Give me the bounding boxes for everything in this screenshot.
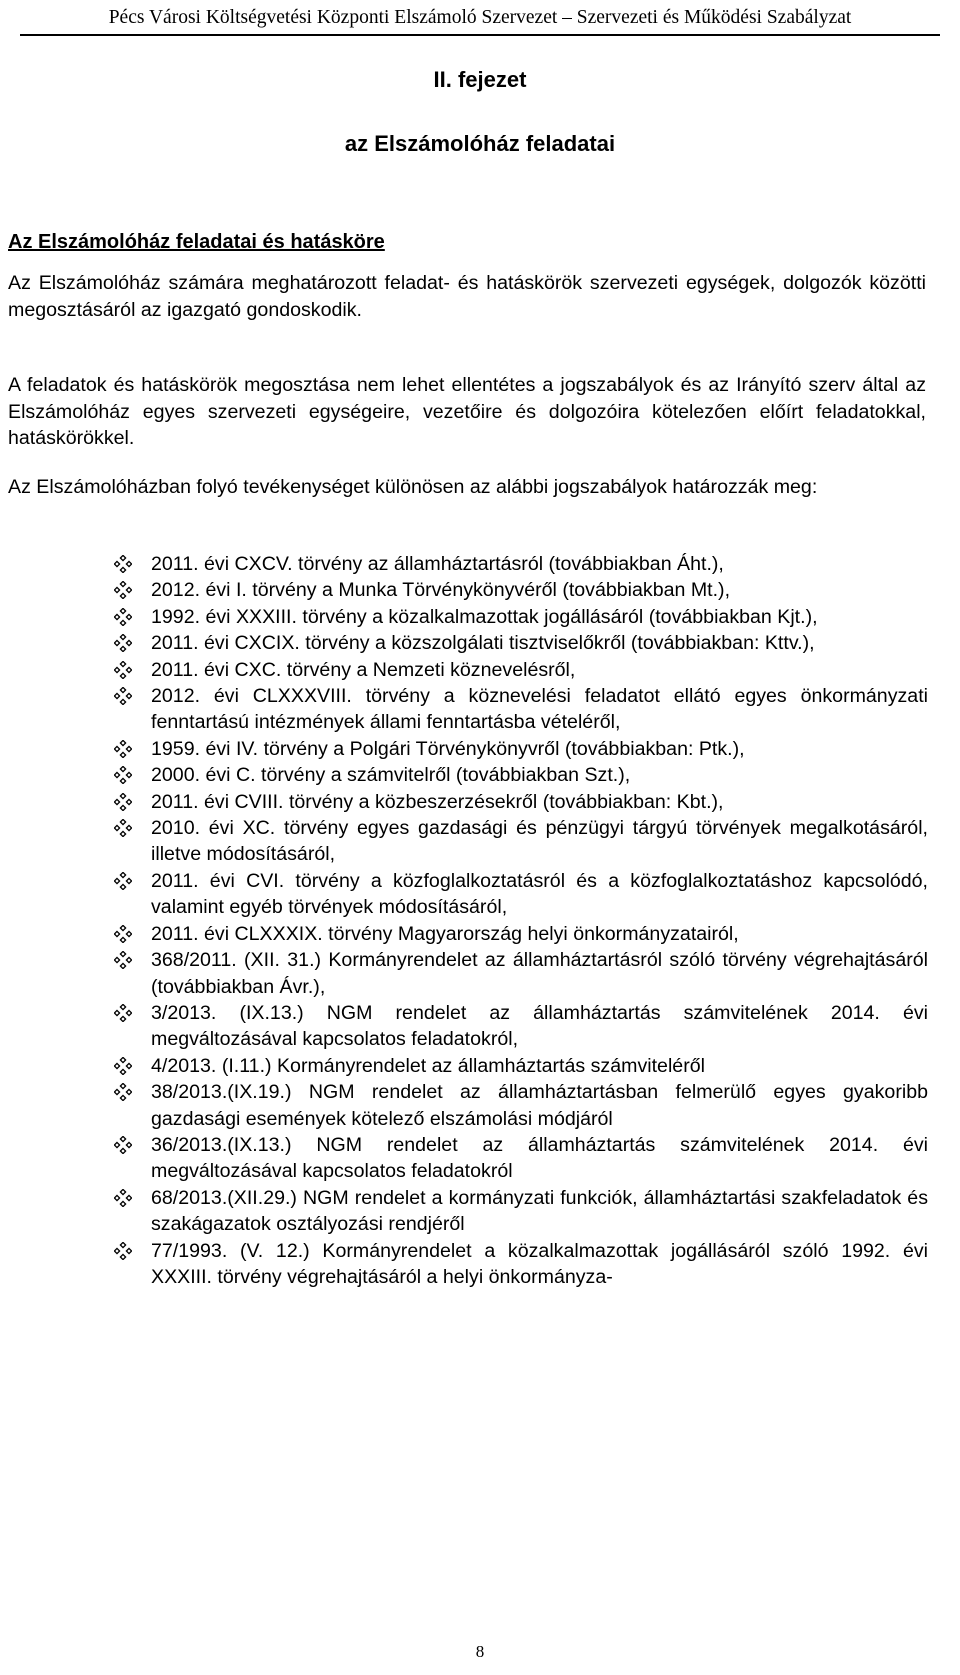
law-text: 2011. évi CXCV. törvény az államháztartásról (továbbiakban Áht.), <box>151 553 724 575</box>
list-item <box>0 1185 928 1238</box>
list-item <box>0 630 928 656</box>
four-diamond-bullet-icon <box>114 1242 132 1260</box>
law-text: 368/2011. (XII. 31.) Kormányrendelet az államháztartásról szóló törvény végrehajtásáról (továbbiakban Ávr.), <box>151 949 928 998</box>
list-item <box>0 1000 928 1053</box>
list-item <box>0 604 928 630</box>
four-diamond-bullet-icon <box>114 555 132 573</box>
law-text: 36/2013.(IX.13.) NGM rendelet az államháztartás számvitelének 2014. évi megváltozásával kapcsolatos feladatokról <box>151 1133 928 1183</box>
running-header: Pécs Városi Költségvetési Központi Elszámoló Szervezet – Szervezeti és Működési Szabályzat <box>20 4 940 36</box>
four-diamond-bullet-icon <box>114 634 132 652</box>
four-diamond-bullet-icon <box>114 1057 132 1075</box>
law-text: 2012. évi CLXXXVIII. törvény a köznevelési feladatot ellátó egyes önkormányzati fenntartású intézmények állami fenntartásba vételéről, <box>151 685 928 734</box>
paragraph-task-constraints: A feladatok és hatáskörök megosztása nem lehet ellentétes a jogszabályok és az Irányító szerv által az Elszámolóház egyes szervezeti egységeire, vezetőire és dolgozóira kötelezően előírt feladatokkal, hatáskörökkel. <box>8 374 926 449</box>
law-text: 77/1993. (V. 12.) Kormányrendelet a közalkalmazottak jogállásáról szóló 1992. évi XXXIII. törvény végrehajtásáról a helyi önkormányza- <box>151 1239 928 1288</box>
list-item <box>0 815 928 868</box>
list-item <box>0 1053 928 1079</box>
four-diamond-bullet-icon <box>114 925 132 943</box>
list-item <box>0 1132 928 1185</box>
list-item <box>0 551 928 577</box>
section-heading: Az Elszámolóház feladatai és hatásköre <box>8 231 385 253</box>
law-text: 2011. évi CVIII. törvény a közbeszerzésekről (továbbiakban: Kbt.), <box>151 790 724 813</box>
law-text: 4/2013. (I.11.) Kormányrendelet az államháztartás számviteléről <box>151 1054 705 1077</box>
list-item <box>0 1238 928 1291</box>
law-text: 2011. évi CXCIX. törvény a közszolgálati tisztviselőkről (továbbiakban: Kttv.), <box>151 632 815 655</box>
four-diamond-bullet-icon <box>114 1136 132 1154</box>
four-diamond-bullet-icon <box>114 872 132 890</box>
list-item <box>0 683 928 736</box>
four-diamond-bullet-icon <box>114 819 132 837</box>
list-item <box>0 868 928 921</box>
law-text: 2010. évi XC. törvény egyes gazdasági és pénzügyi tárgyú törvények megalkotásáról, illetve módosításáról, <box>151 817 928 866</box>
list-item <box>0 789 928 815</box>
list-item <box>0 657 928 683</box>
list-item <box>0 577 928 603</box>
four-diamond-bullet-icon <box>114 661 132 679</box>
law-list <box>0 551 928 1290</box>
list-item <box>0 947 928 1000</box>
law-text: 2011. évi CLXXXIX. törvény Magyarország helyi önkormányzatairól, <box>151 922 739 945</box>
chapter-title: az Elszámolóház feladatai <box>344 131 616 156</box>
four-diamond-bullet-icon <box>114 608 132 626</box>
law-text: 1959. évi IV. törvény a Polgári Törvénykönyvről (továbbiakban: Ptk.), <box>151 737 745 760</box>
law-text: 2011. évi CVI. törvény a közfoglalkoztatásról és a közfoglalkoztatáshoz kapcsolódó, valamint egyéb törvények módosításáról, <box>151 869 928 919</box>
list-item <box>0 921 928 947</box>
law-text: 3/2013. (IX.13.) NGM rendelet az államháztartás számvitelének 2014. évi megváltozásával kapcsolatos feladatokról, <box>151 1001 928 1051</box>
four-diamond-bullet-icon <box>114 766 132 784</box>
list-item <box>0 1079 928 1132</box>
law-text: 68/2013.(XII.29.) NGM rendelet a kormányzati funkciók, államháztartási szakfeladatok és szakágazatok osztályozási rendjéről <box>151 1186 928 1236</box>
law-text: 1992. évi XXXIII. törvény a közalkalmazottak jogállásáról (továbbiakban Kjt.), <box>151 605 818 628</box>
four-diamond-bullet-icon <box>114 1189 132 1207</box>
list-item <box>0 762 928 788</box>
law-text: 2000. évi C. törvény a számvitelről (továbbiakban Szt.), <box>151 764 631 787</box>
four-diamond-bullet-icon <box>114 687 132 705</box>
four-diamond-bullet-icon <box>114 1083 132 1101</box>
four-diamond-bullet-icon <box>114 951 132 969</box>
page-number: 8 <box>475 1642 485 1661</box>
four-diamond-bullet-icon <box>114 581 132 599</box>
paragraph-task-allocation: Az Elszámolóház számára meghatározott feladat- és hatáskörök szervezeti egységek, dolgozók közötti megosztásáról az igazgató gondoskodik. <box>8 272 926 321</box>
law-text: 38/2013.(IX.19.) NGM rendelet az államháztartásban felmerülő egyes gyakoribb gazdasági események kötelező elszámolási módjáról <box>151 1081 928 1130</box>
law-text: 2012. évi I. törvény a Munka Törvénykönyvéről (továbbiakban Mt.), <box>151 579 731 602</box>
list-item <box>0 736 928 762</box>
four-diamond-bullet-icon <box>114 793 132 811</box>
four-diamond-bullet-icon <box>114 740 132 758</box>
chapter-number: II. fejezet <box>433 67 527 92</box>
paragraph-legal-basis-intro: Az Elszámolóházban folyó tevékenységet különösen az alábbi jogszabályok határozzák meg: <box>8 476 818 498</box>
law-text: 2011. évi CXC. törvény a Nemzeti köznevelésről, <box>151 658 576 681</box>
four-diamond-bullet-icon <box>114 1004 132 1022</box>
